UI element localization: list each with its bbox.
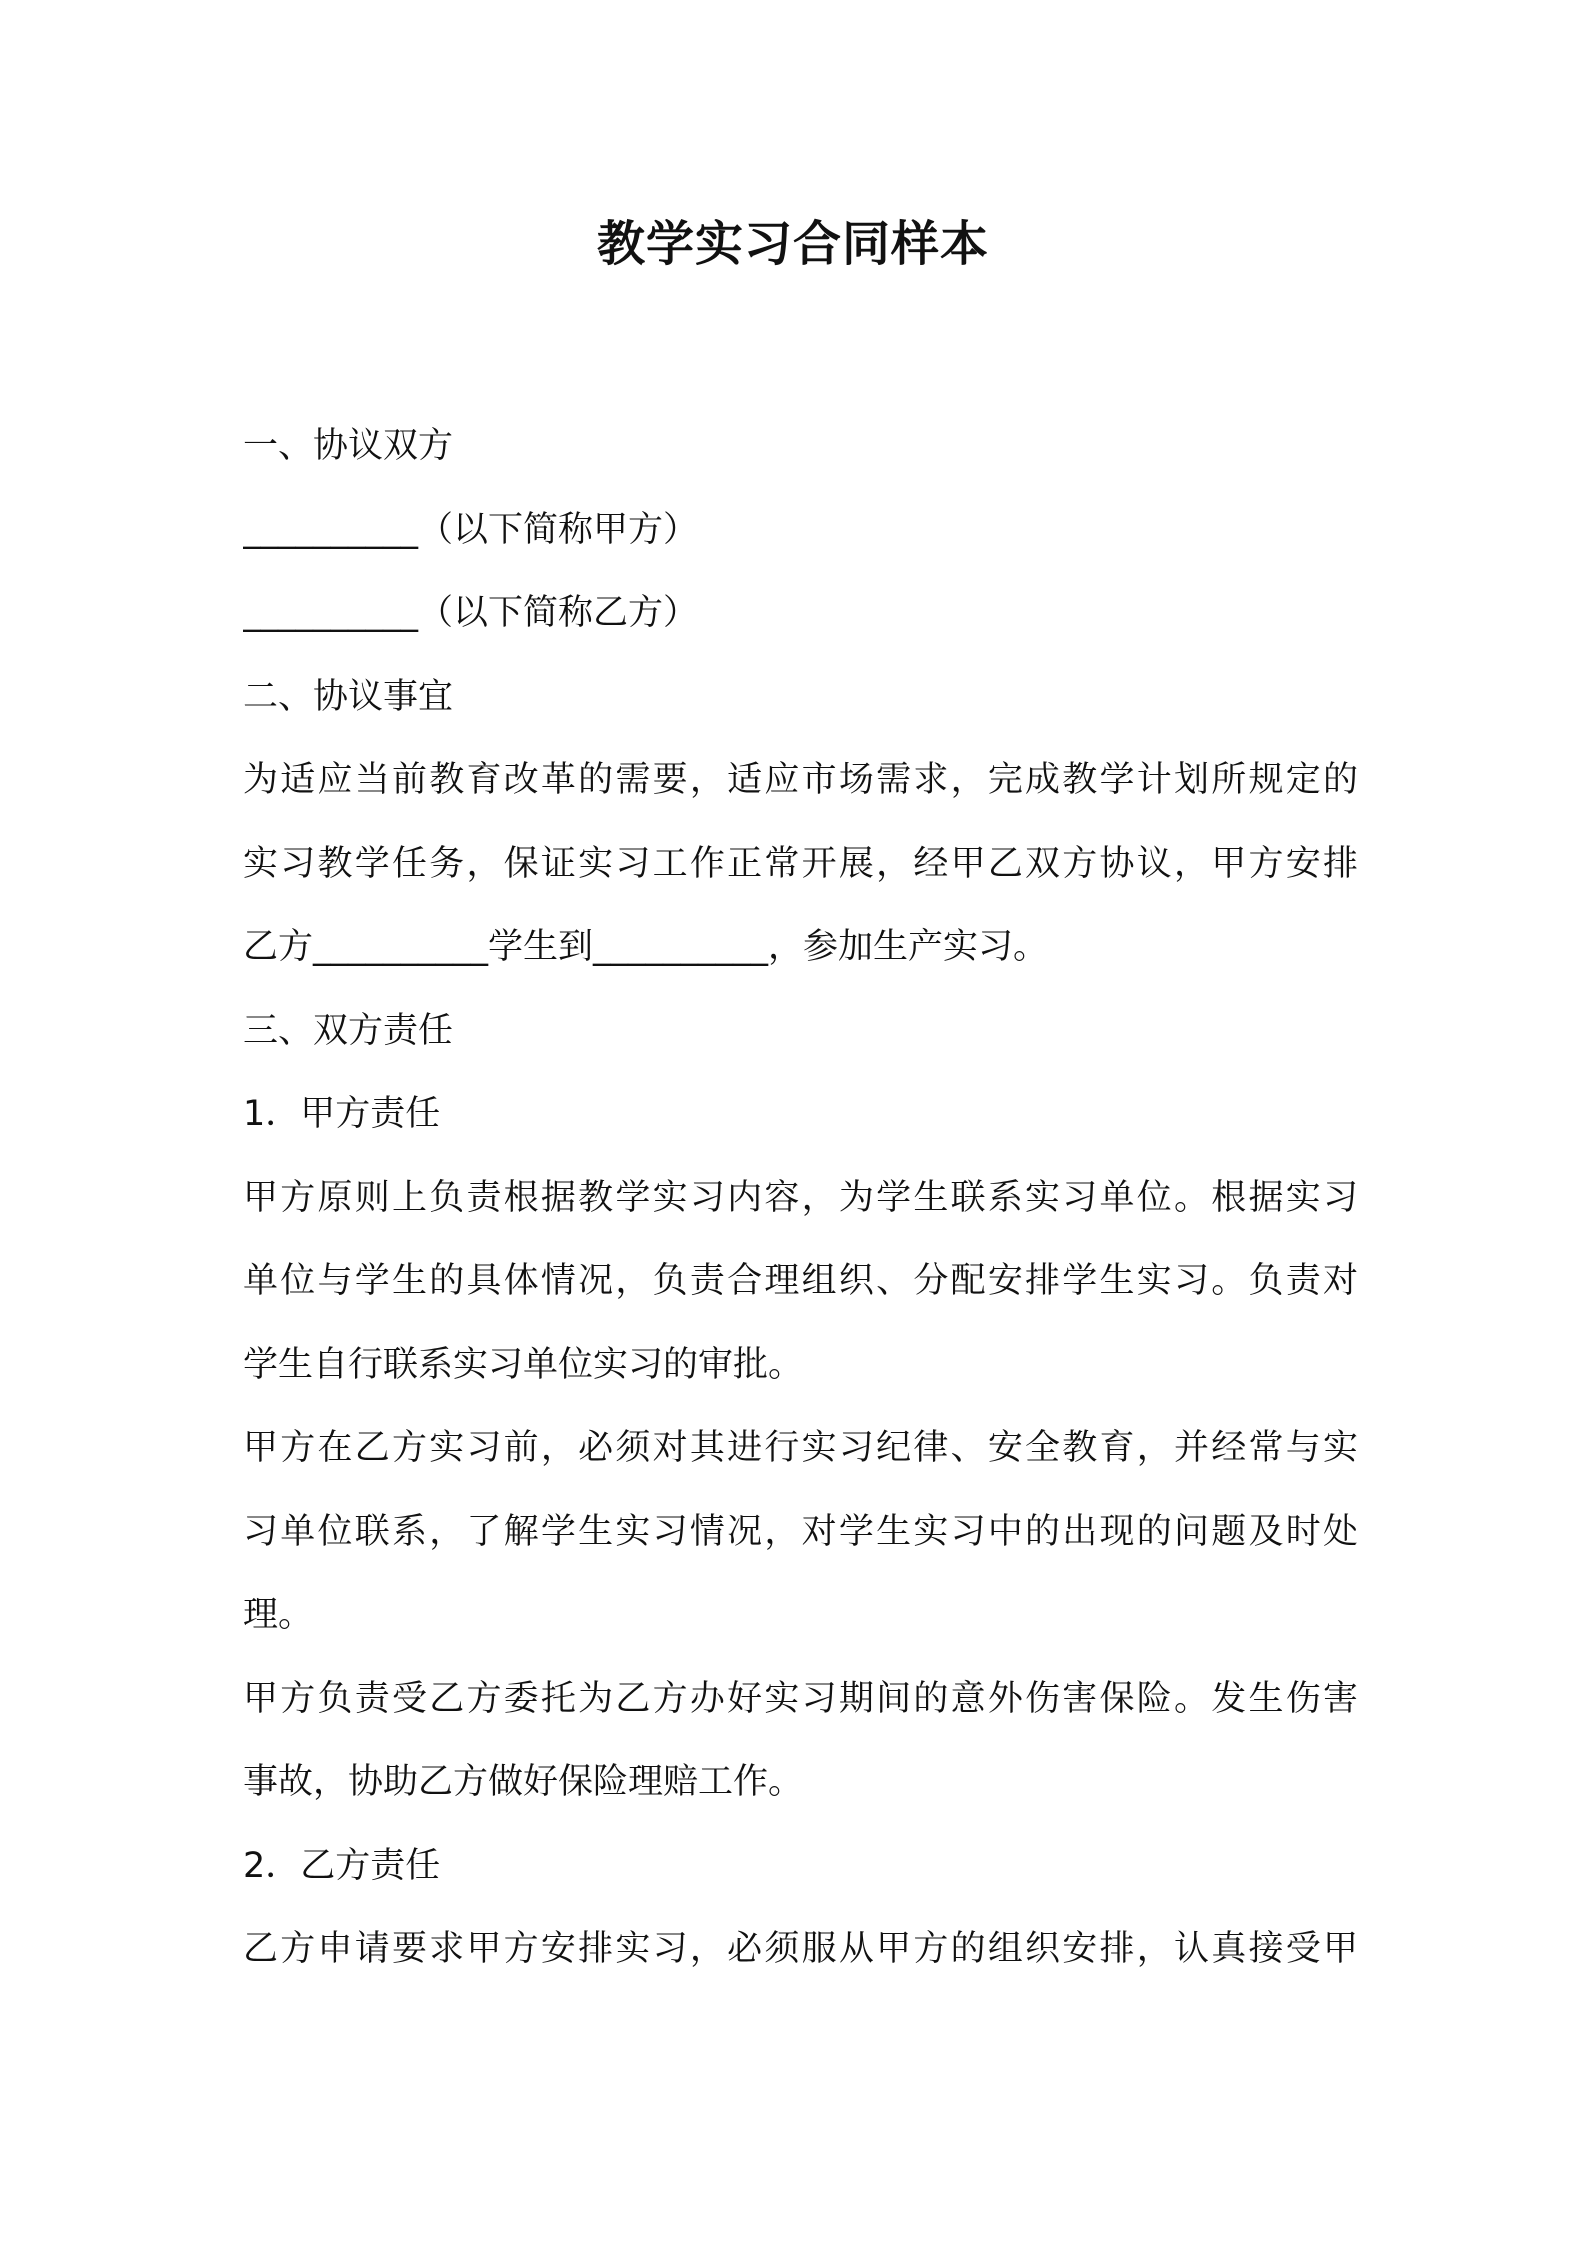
text-line: 理。 [243,1595,314,1635]
text-line: 1．甲方责任 [243,1094,441,1134]
text-line: 学生自行联系实习单位实习的审批。 [243,1344,804,1385]
text-line: 甲方在乙方实习前，必须对其进行实习纪律、安全教育，并经常与实 [243,1428,1358,1468]
text-line: 乙方申请要求甲方安排实习，必须服从甲方的组织安排，认真接受甲 [243,1929,1358,1969]
text-line: 二、协议事宜 [243,676,454,717]
text-line: 乙方__________学生到__________，参加生产实习。 [243,927,1049,967]
text-line: 习单位联系，了解学生实习情况，对学生实习中的出现的问题及时处 [243,1511,1358,1552]
text-line: 甲方原则上负责根据教学实习内容，为学生联系实习单位。根据实习 [243,1177,1358,1218]
document-body [243,405,1358,1992]
text-line: 一、协议双方 [243,426,454,466]
text-line: 单位与学生的具体情况，负责合理组织、分配安排学生实习。负责对 [243,1261,1358,1301]
text-line: 为适应当前教育改革的需要，适应市场需求，完成教学计划所规定的 [243,760,1358,800]
text-line: 事故，协助乙方做好保险理赔工作。 [243,1762,804,1802]
text-line: 2．乙方责任 [243,1845,441,1886]
text-line: 三、双方责任 [243,1010,454,1051]
text-line: 甲方负责受乙方委托为乙方办好实习期间的意外伤害保险。发生伤害 [243,1678,1358,1719]
text-line: 实习教学任务，保证实习工作正常开展，经甲乙双方协议，甲方安排 [243,843,1358,884]
document-title: 教学实习合同样本 [596,216,989,272]
text-line: __________（以下简称乙方） [243,593,699,633]
text-line: __________（以下简称甲方） [243,509,699,550]
